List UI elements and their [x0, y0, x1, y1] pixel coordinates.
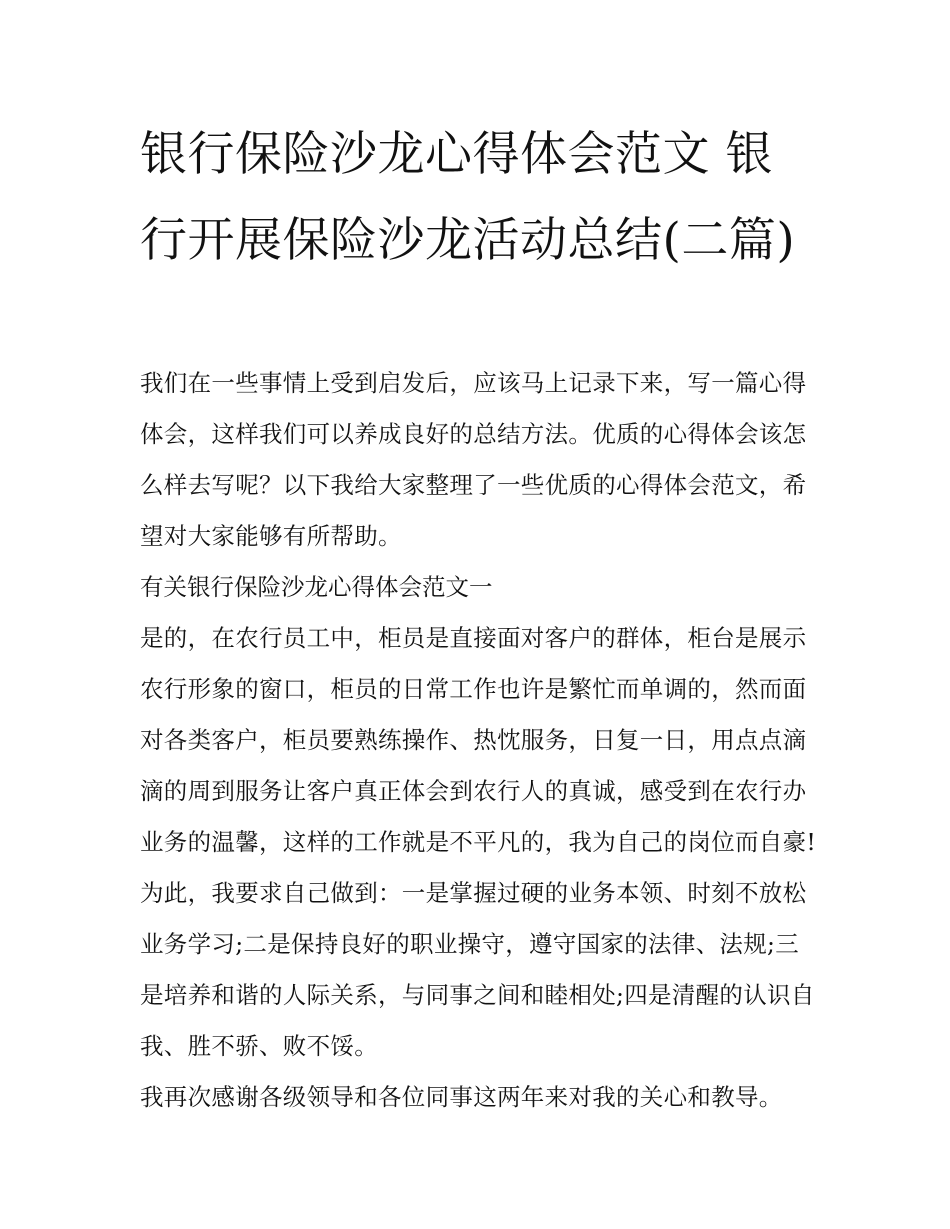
body-paragraph-2: 我再次感谢各级领导和各位同事这两年来对我的关心和教导。 — [140, 1083, 783, 1111]
body-paragraph-1: 是的，在农行员工中，柜员是直接面对客户的群体，柜台是展示农行形象的窗口，柜员的日常工作也许是繁忙而单调的，然而面对各类客户，柜员要熟练操作、热忱服务，日复一日，用点点滴滴的周到服务让客户真正体会到农行人的真诚，感受到在农行办业务的温馨，这样的工作就是不平凡的，我为自己的岗位而自豪!为此，我要求自己做到：一是掌握过硬的业务本领、时刻不放松业务学习;二是保持良好的职业操守，遵守国家的法律、法规;三是培养和谐的人际关系，与同事之间和睦相处;四是清醒的认识自我、胜不骄、败不馁。 — [140, 624, 817, 1060]
document-title: 银行保险沙龙心得体会范文 银行开展保险沙龙活动总结(二篇) — [140, 127, 796, 268]
section-heading: 有关银行保险沙龙心得体会范文一 — [140, 573, 493, 601]
intro-paragraph: 我们在一些事情上受到启发后，应该马上记录下来，写一篇心得体会，这样我们可以养成良好的总结方法。优质的心得体会该怎么样去写呢？以下我给大家整理了一些优质的心得体会范文，希望对大家能够有所帮助。 — [140, 369, 807, 550]
document-body — [140, 358, 820, 1123]
